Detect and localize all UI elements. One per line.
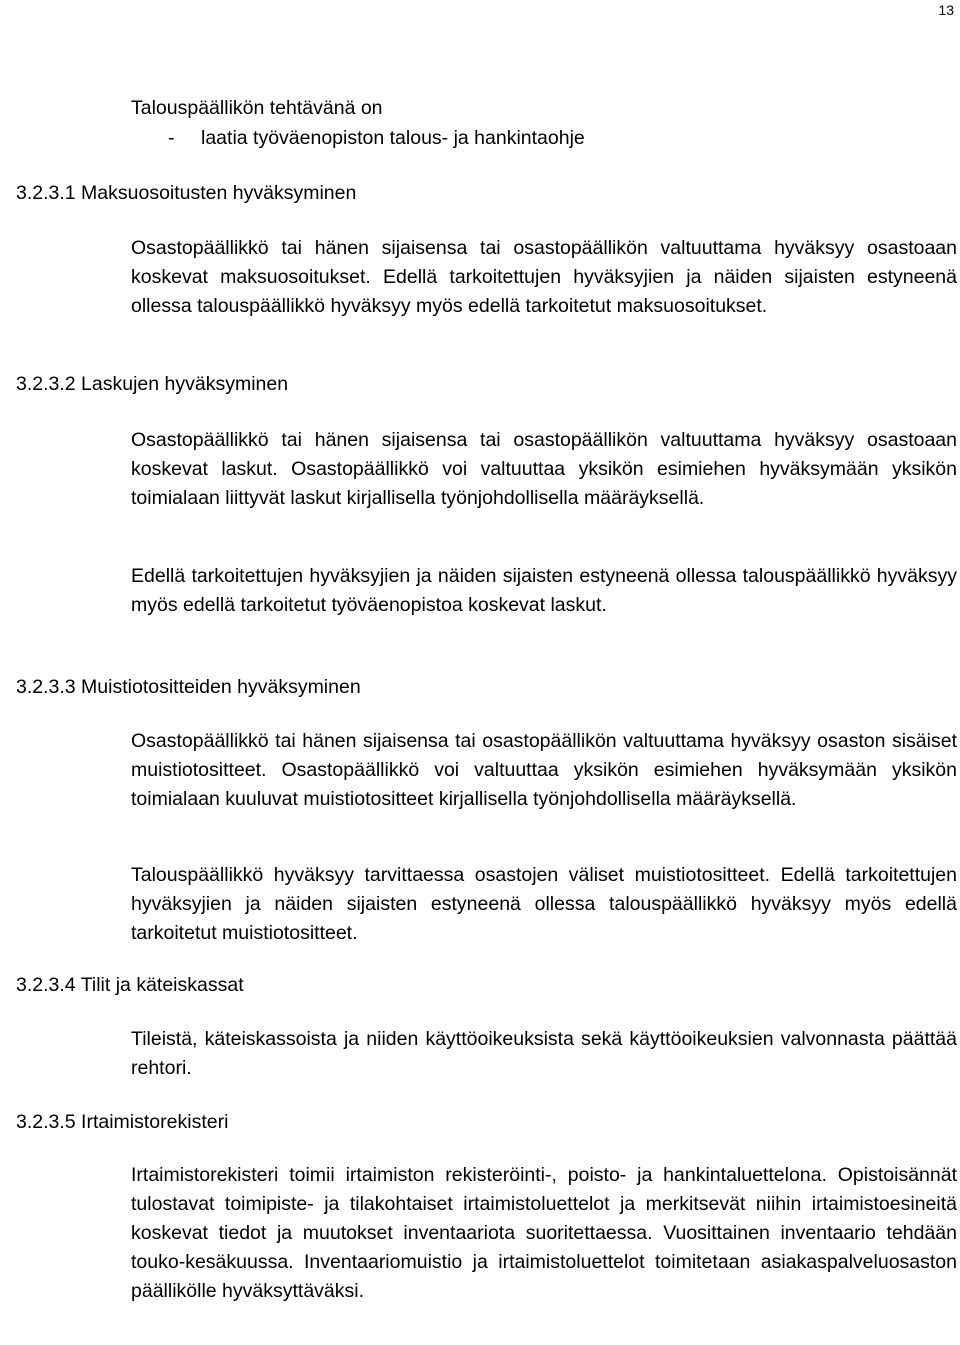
list-item-text: laatia työväenopiston talous- ja hankintaohje bbox=[201, 127, 585, 149]
section-paragraph: Osastopäällikkö tai hänen sijaisensa tai osastopäällikön valtuuttama hyväksyy osaston sisäiset muistiotositteet. Osastopäällikkö voi valtuuttaa yksikön esimiehen hyväksymään yksikön toimialaan kuuluvat muistiotositteet kirjallisella työnjohdollisella määräyksellä. bbox=[131, 730, 957, 810]
section-heading-3-2-3-3: 3.2.3.3 Muistiotositteiden hyväksyminen bbox=[16, 676, 361, 698]
page-number: 13 bbox=[938, 2, 954, 18]
section-heading-3-2-3-1: 3.2.3.1 Maksuosoitusten hyväksyminen bbox=[16, 182, 357, 204]
section-paragraph: Tileistä, käteiskassoista ja niiden käyttöoikeuksista sekä käyttöoikeuksien valvonnasta päättää rehtori. bbox=[131, 1028, 957, 1079]
section-heading-3-2-3-2: 3.2.3.2 Laskujen hyväksyminen bbox=[16, 373, 289, 395]
list-dash: - bbox=[168, 127, 175, 149]
section-paragraph: Osastopäällikkö tai hänen sijaisensa tai osastopäällikön valtuuttama hyväksyy osastoaan koskevat laskut. Osastopäällikkö voi valtuuttaa yksikön esimiehen hyväksymään yksikön toimialaan liittyvät laskut kirjallisella työnjohdollisella määräyksellä. bbox=[131, 429, 957, 509]
section-paragraph: Edellä tarkoitettujen hyväksyjien ja näiden sijaisten estyneenä ollessa talouspäällikkö hyväksyy myös edellä tarkoitetut työväenopistoa koskevat laskut. bbox=[131, 565, 957, 616]
section-paragraph: Osastopäällikkö tai hänen sijaisensa tai osastopäällikön valtuuttama hyväksyy osastoaan koskevat maksuosoitukset. Edellä tarkoitettujen hyväksyjien ja näiden sijaisten estyneenä ollessa talouspäällikkö hyväksyy myös edellä tarkoitetut maksuosoitukset. bbox=[131, 237, 957, 317]
section-heading-3-2-3-4: 3.2.3.4 Tilit ja käteiskassat bbox=[16, 974, 244, 996]
section-paragraph: Talouspäällikkö hyväksyy tarvittaessa osastojen väliset muistiotositteet. Edellä tarkoitettujen hyväksyjien ja näiden sijaisten estyneenä ollessa talouspäällikkö hyväksyy myös edellä tarkoitetut muistiotositteet. bbox=[131, 864, 957, 944]
intro-list-item bbox=[168, 124, 585, 153]
section-paragraph: Irtaimistorekisteri toimii irtaimiston rekisteröinti-, poisto- ja hankintaluettelona. Opistoisännät tulostavat toimipiste- ja tilakohtaiset irtaimistoluettelot ja merkitsevät niihin irtaimistoesineitä koskevat tiedot ja muutokset inventaariota suoritettaessa. Vuosittainen inventaario tehdään touko-kesäkuussa. Inventaariomuistio ja irtaimistoluettelot toimitetaan asiakaspalveluosaston päällikölle hyväksyttäväksi. bbox=[131, 1164, 957, 1302]
section-heading-3-2-3-5: 3.2.3.5 Irtaimistorekisteri bbox=[16, 1111, 229, 1133]
intro-title: Talouspäällikön tehtävänä on bbox=[131, 97, 383, 119]
